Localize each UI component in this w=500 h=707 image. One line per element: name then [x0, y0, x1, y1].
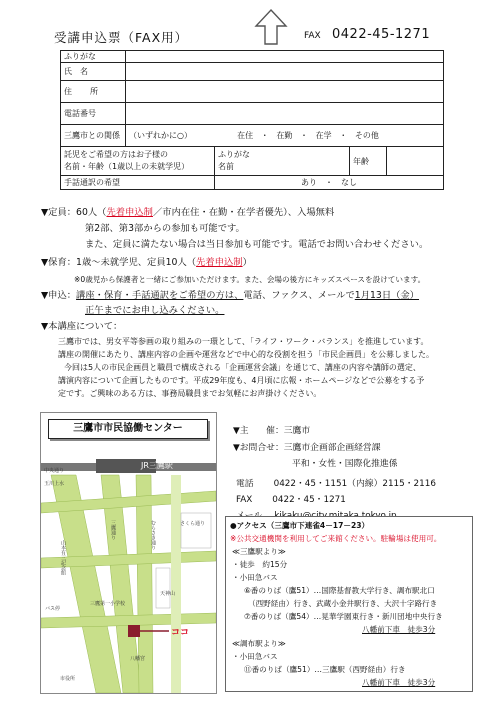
sign-label: 手話通訳の希望 [61, 176, 215, 190]
inquiry-line: ▼お問合せ：三鷹市企画部企画経営課 [233, 443, 381, 453]
destination-marker [128, 625, 140, 637]
address-label: 住 所 [61, 81, 126, 103]
about-heading: ▼本講座について： [41, 321, 123, 332]
capacity-line-2: 第2部、第3部からの参加も可能です。 [85, 223, 245, 234]
name-label: 氏 名 [61, 63, 126, 81]
phone-label: 電話番号 [61, 103, 126, 125]
application-form [60, 50, 444, 190]
here-marker-label: ココ [171, 628, 190, 638]
route-1: ⑥番のりば（鷹51）…国際基督教大学行き、調布駅北口 [244, 586, 435, 595]
relation-worker[interactable]: 在勤 [276, 131, 293, 140]
relation-other[interactable]: その他 [354, 131, 379, 140]
relation-resident[interactable]: 在住 [237, 131, 254, 140]
about-paragraph-5: 定です。ご興味のある方は、事務局職員までお気軽にお声掛けください。 [58, 389, 322, 398]
bus-line: ・小田急バス [232, 573, 278, 582]
relation-label: 三鷹市との関係 [61, 125, 126, 147]
furigana-label: ふりがな [61, 51, 126, 63]
map-label-tenjin: 天神山 [160, 591, 176, 597]
capacity-line-3: また、定員に満たない場合は当日参加も可能です。電話でお問い合わせください。 [85, 239, 429, 250]
apply-line: ▼申込：講座・保育・手話通訳をご希望の方は、電話、ファクス、メールで1月13日（金） [41, 290, 420, 301]
about-paragraph-1: 三鷹市では、男女平等参画の取り組みの一環として、「ライフ・ワーク・バランス」を推進しています。 [58, 337, 429, 346]
childcare-label: 託児をご希望の方はお子様の 名前・年齢（1歳以上の未就学児） [61, 147, 215, 176]
map-label-yamamoto: 山本有三記念館 [60, 540, 66, 575]
bus-line-2: ・小田急バス [232, 652, 278, 661]
route-3: ⑪番のりば（鷹51）…三鷹駅（西野経由）行き [244, 665, 406, 674]
organizer-line: ▼主 催：三鷹市 [233, 426, 311, 436]
map-label-mitaka-dori: 三鷹通り [110, 520, 116, 540]
about-paragraph-2: 講座の開催にあたり、講座内容の企画や運営などで中心的な役割を担う「市民企画員」を公募しました。 [58, 350, 434, 359]
map-label-murasaki: むらさき通り [150, 520, 156, 550]
map-label-busstop: バス停 [45, 606, 61, 612]
map-label-tamagawa: 玉川上水 [44, 481, 65, 487]
map-label-cityhall: 市役所 [60, 676, 76, 682]
apply-line-2: 正午までにお申し込みください。 [85, 305, 225, 316]
fax-label: FAX [304, 31, 321, 41]
about-paragraph-4: 講演内容について企画したものです。平成29年度も、4月頃に広報・ホームページなどで公募をする予 [58, 376, 425, 385]
childcare-note: ※0歳児から保護者と一緒にご参加いただけます。また、会場の後方にキッズスペースを設けています。 [74, 275, 426, 284]
childcare-line: ▼保育：1歳～未就学児、定員10人（先着申込制） [41, 257, 252, 268]
map-drawing [41, 413, 216, 693]
fax-number: 0422-45-1271 [332, 27, 431, 42]
route-1-continued: （西野経由）行き、武蔵小金井駅行き、大沢十字路行き [248, 599, 438, 608]
child-age-label: 年齢 [350, 147, 387, 176]
map-title: 三鷹市市民協働センター [48, 419, 208, 439]
from-mitaka-heading: ≪三鷹駅より≫ [232, 547, 286, 556]
sign-options[interactable]: あり ・ なし [215, 176, 444, 190]
walk-line: ・徒歩 約15分 [232, 560, 288, 569]
bus-stop-1: 八幡前下車 徒歩3分 [362, 625, 436, 634]
name-field[interactable] [126, 63, 444, 81]
capacity-line: ▼定員：60人（先着申込制／市内在住・在勤・在学者優先）、入場無料 [41, 207, 335, 218]
relation-field[interactable]: （いずれかに○） 在住 ・ 在勤 ・ 在学 ・ その他 [126, 125, 444, 147]
map-label-hachiman: 八幡宮 [130, 656, 146, 662]
up-arrow-icon [254, 8, 288, 46]
phone-field[interactable] [126, 103, 444, 125]
fax-line: FAX 0422・45・1271 [236, 495, 346, 505]
address-field[interactable] [126, 81, 444, 103]
route-2: ⑦番のりば（鷹54）…晃華学園東行き・新川団地中央行き [244, 612, 443, 621]
inquiry-line-2: 平和・女性・国際化推進係 [292, 459, 398, 469]
child-age-field[interactable] [387, 147, 444, 176]
from-chofu-heading: ≪調布駅より≫ [232, 639, 286, 648]
about-paragraph-3: 今回は5人の市民企画員と職員で構成される「企画運営会議」を通じて、講座の内容や講師の選定、 [64, 363, 421, 372]
station-label: JR三鷹駅 [141, 461, 173, 470]
tel-line: 電話 0422・45・1151（内線）2115・2116 [236, 479, 436, 489]
relation-hint: （いずれかに○） [129, 131, 192, 140]
access-heading: ●アクセス（三鷹市下連雀4－17－23） [230, 521, 370, 530]
map-label-school: 三鷹第一小学校 [90, 601, 126, 607]
child-name-field[interactable]: ふりがな 名前 [215, 147, 350, 176]
furigana-field[interactable] [126, 51, 444, 63]
bus-stop-2: 八幡前下車 徒歩3分 [362, 678, 436, 687]
form-title: 受講申込票（FAX用） [54, 30, 189, 45]
relation-student[interactable]: 在学 [315, 131, 332, 140]
map-label-sakura: さくら通り [180, 521, 206, 527]
access-note: ※公共交通機関を利用してご来館ください。駐輪場は使用可。 [230, 534, 442, 543]
map-label-chuo: 中央通り [44, 468, 65, 474]
